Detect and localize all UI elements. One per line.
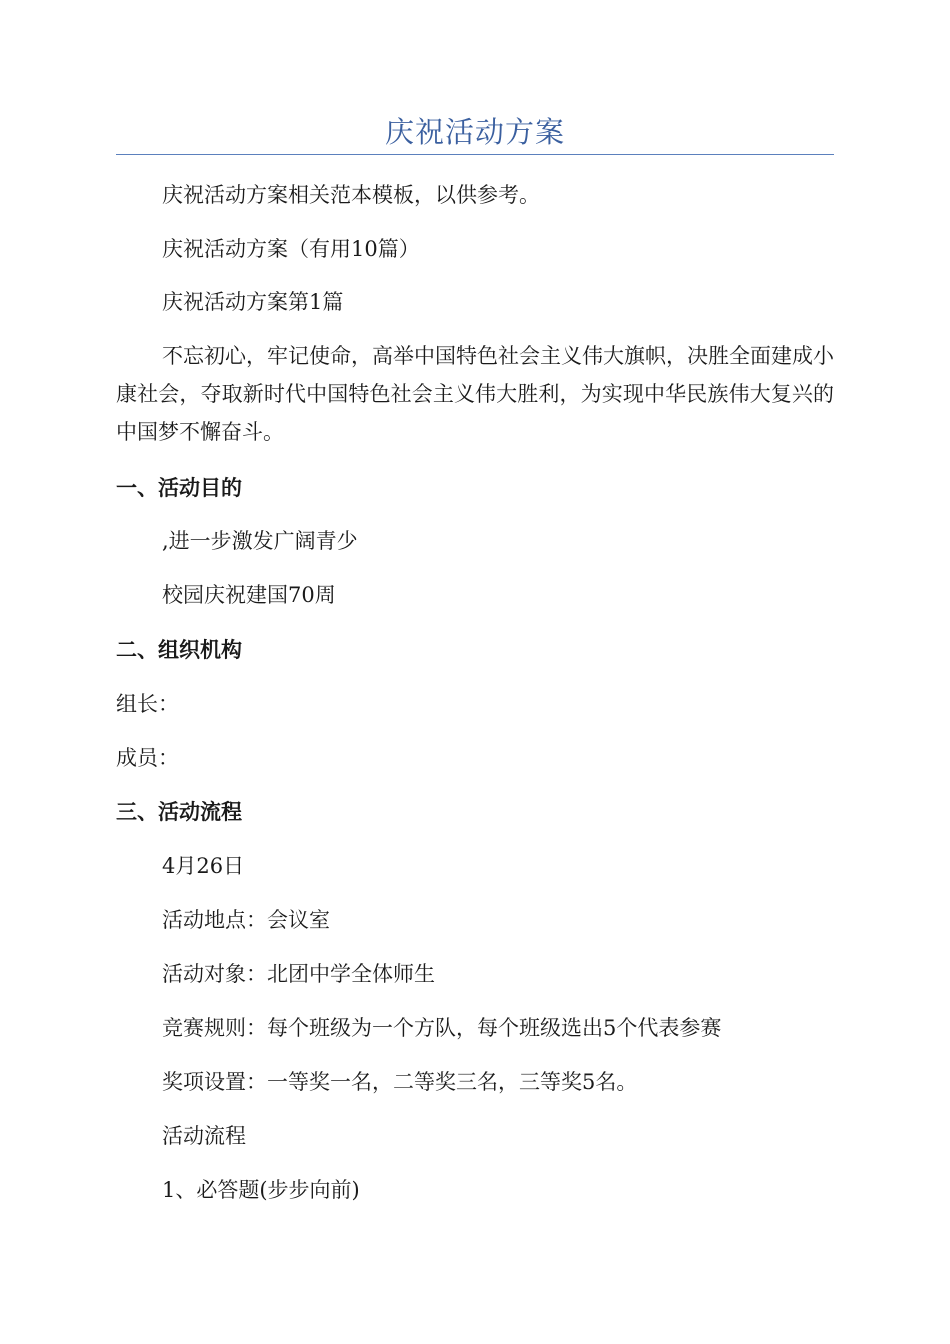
purpose-line-1: ,进一步激发广阔青少 xyxy=(162,529,358,553)
process-date: 4月26日 xyxy=(162,854,245,878)
article-title: 庆祝活动方案第1篇 xyxy=(162,290,344,314)
section-heading-purpose: 一、活动目的 xyxy=(116,476,242,500)
document-title: 庆祝活动方案 xyxy=(384,115,565,149)
organization-members: 成员： xyxy=(116,746,179,770)
process-location: 活动地点：会议室 xyxy=(162,908,330,932)
process-awards: 奖项设置：一等奖一名，二等奖三名，三等奖5名。 xyxy=(162,1070,638,1094)
organization-leader: 组长： xyxy=(116,692,179,716)
opening-paragraph: 不忘初心，牢记使命，高举中国特色社会主义伟大旗帜，决胜全面建成小康社会，夺取新时代中国特色社会主义伟大胜利，为实现中华民族伟大复兴的中国梦不懈奋斗。 xyxy=(116,344,834,444)
section-heading-process: 三、活动流程 xyxy=(116,800,242,824)
title-underline xyxy=(116,154,834,155)
intro-text: 庆祝活动方案相关范本模板，以供参考。 xyxy=(162,183,540,207)
process-flow-label: 活动流程 xyxy=(162,1124,246,1148)
collection-title: 庆祝活动方案（有用10篇） xyxy=(162,237,420,261)
section-heading-organization: 二、组织机构 xyxy=(116,638,242,662)
purpose-line-2: 校园庆祝建国70周 xyxy=(162,583,336,607)
process-rules: 竞赛规则：每个班级为一个方队，每个班级选出5个代表参赛 xyxy=(162,1016,722,1040)
process-step-1: 1、必答题(步步向前) xyxy=(162,1178,360,1202)
process-audience: 活动对象：北团中学全体师生 xyxy=(162,962,435,986)
